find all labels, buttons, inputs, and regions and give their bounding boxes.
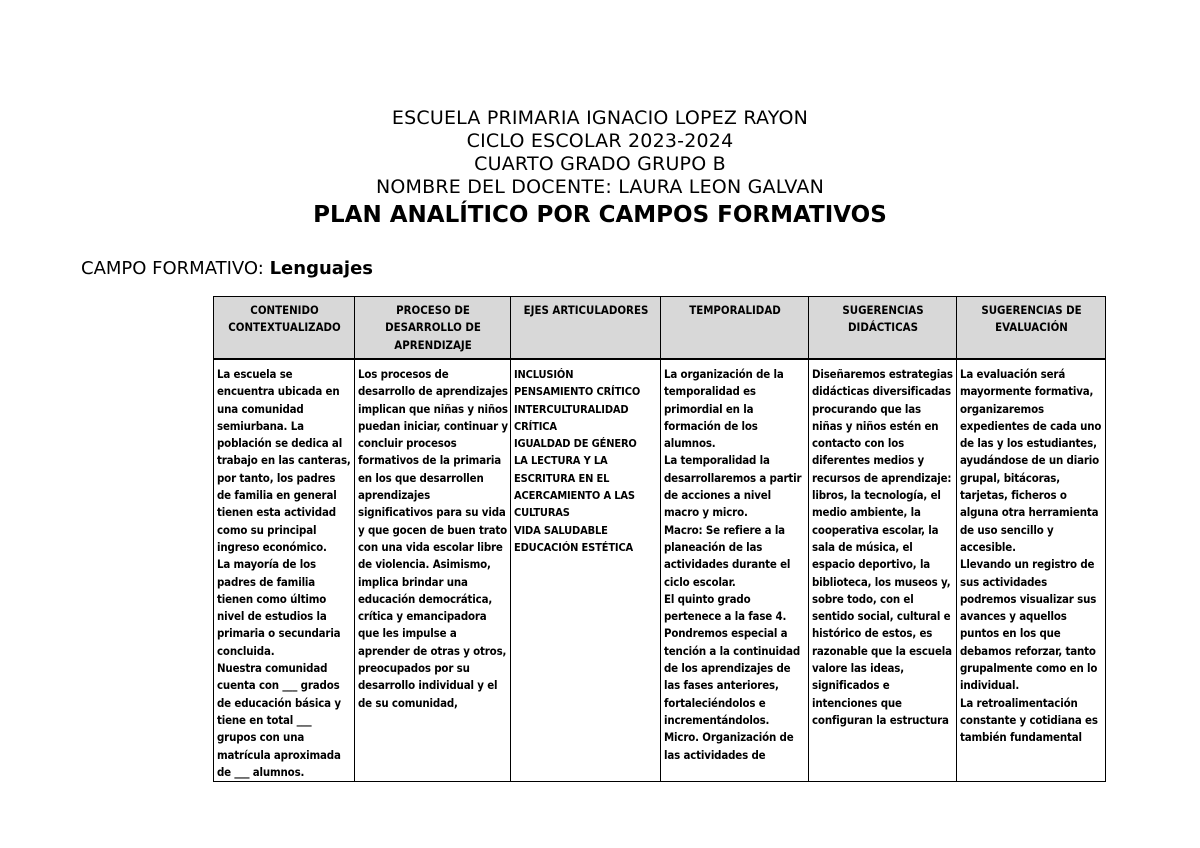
document-header <box>0 107 1200 230</box>
cell-sugerencias-evaluacion: La evaluación será mayormente formativa, organizaremos expedientes de cada uno de las y los estudiantes, ayudándose de un diario grupal, bitácoras, tarjetas, ficheros o alguna otra herramienta de uso sencillo y accesible. Llevando un registro de sus actividades podremos visualizar sus avances y aquellos puntos en los que debamos reforzar, tanto grupalmente como en lo individual. La retroalimentación constante y cotidiana es también fundamental <box>957 359 1106 782</box>
table-header-row <box>214 297 1106 360</box>
campo-value: Lenguajes <box>269 258 374 279</box>
cell-sugerencias-didacticas: Diseñaremos estrategias didácticas diversificadas procurando que las niñas y niños estén en contacto con los diferentes medios y recursos de aprendizaje: libros, la tecnología, el medio ambiente, la cooperativa escolar, la sala de música, el espacio deportivo, la biblioteca, los museos y, sobre todo, con el sentido social, cultural e histórico de estos, es razonable que la escuela valore las ideas, significados e intenciones que configuran la estructura <box>809 359 957 782</box>
header-ejes: EJES ARTICULADORES <box>511 297 661 360</box>
header-temporalidad: TEMPORALIDAD <box>661 297 809 360</box>
cell-proceso: Los procesos de desarrollo de aprendizajes implican que niñas y niños puedan iniciar, continuar y concluir procesos formativos de la primaria en los que desarrollen aprendizajes significativos para su vida y que gocen de buen trato con una vida escolar libre de violencia. Asimismo, implica brindar una educación democrática, crítica y emancipadora que les impulse a aprender de otras y otros, preocupados por su desarrollo individual y el de su comunidad, <box>355 359 511 782</box>
grade-group: CUARTO GRADO GRUPO B <box>474 153 726 175</box>
teacher-name: NOMBRE DEL DOCENTE: LAURA LEON GALVAN <box>375 176 825 198</box>
header-contenido: CONTENIDO CONTEXTUALIZADO <box>214 297 355 360</box>
plan-title: PLAN ANALÍTICO POR CAMPOS FORMATIVOS <box>313 202 887 228</box>
table-row <box>214 359 1106 782</box>
cell-temporalidad: La organización de la temporalidad es primordial en la formación de los alumnos. La temporalidad la desarrollaremos a partir de acciones a nivel macro y micro. Macro: Se refiere a la planeación de las actividades durante el ciclo escolar. El quinto grado pertenece a la fase 4. Pondremos especial a tención a la continuidad de los aprendizajes de las fases anteriores, fortaleciéndolos e incrementándolos. Micro. Organización de las actividades de <box>661 359 809 782</box>
school-cycle: CICLO ESCOLAR 2023-2024 <box>466 130 734 152</box>
campo-label: CAMPO FORMATIVO: <box>81 258 270 279</box>
header-proceso: PROCESO DE DESARROLLO DE APRENDIZAJE <box>355 297 511 360</box>
cell-ejes: INCLUSIÓN PENSAMIENTO CRÍTICO INTERCULTURALIDAD CRÍTICA IGUALDAD DE GÉNERO LA LECTURA Y LA ESCRITURA EN EL ACERCAMIENTO A LAS CULTURAS VIDA SALUDABLE EDUCACIÓN ESTÉTICA <box>511 359 661 782</box>
header-sugerencias-evaluacion: SUGERENCIAS DE EVALUACIÓN <box>957 297 1106 360</box>
cell-contenido: La escuela se encuentra ubicada en una comunidad semiurbana. La población se dedica al trabajo en las canteras, por tanto, los padres de familia en general tienen esta actividad como su principal ingreso económico. La mayoría de los padres de familia tienen como último nivel de estudios la primaria o secundaria concluida. Nuestra comunidad cuenta con ___ grados de educación básica y tiene en total ___ grupos con una matrícula aproximada de ___ alumnos. <box>214 359 355 782</box>
header-sugerencias-didacticas: SUGERENCIAS DIDÁCTICAS <box>809 297 957 360</box>
campo-formativo <box>81 258 373 280</box>
plan-table <box>213 296 1106 782</box>
school-name: ESCUELA PRIMARIA IGNACIO LOPEZ RAYON <box>391 107 809 129</box>
